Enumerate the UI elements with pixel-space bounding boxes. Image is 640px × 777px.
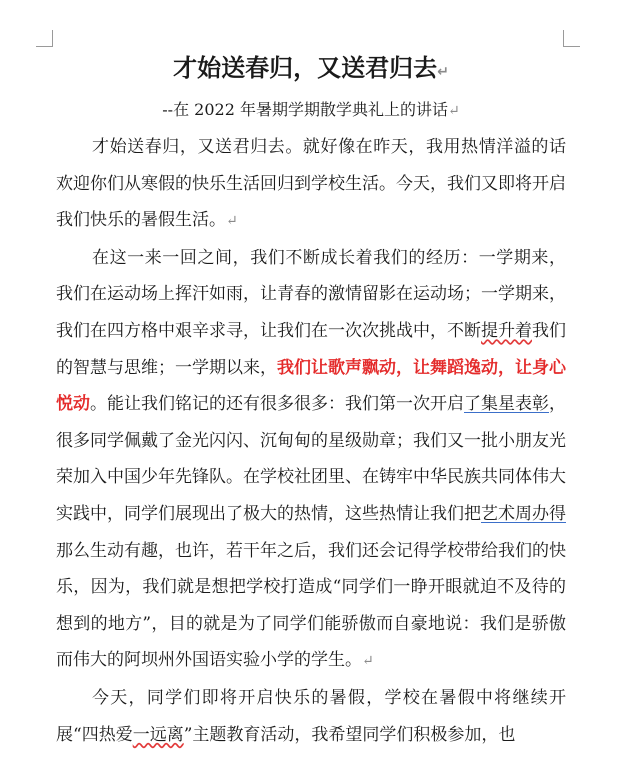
- highlighted-red-text: 我们让歌声飘动，让舞蹈逸动，让身心悦动: [56, 357, 566, 415]
- page-title: [56, 48, 566, 92]
- spelling-flag[interactable]: 提升着: [481, 320, 532, 341]
- paragraph-mark-icon: ↵: [437, 64, 449, 80]
- paragraph-mark-icon: ↵: [447, 103, 460, 119]
- grammar-flag[interactable]: 了集星表彰: [464, 394, 549, 415]
- document-page: [56, 48, 566, 753]
- paragraph-3: [56, 680, 566, 753]
- subtitle-text: --在 2022 年暑期学期散学典礼上的讲话: [162, 100, 448, 119]
- paragraph-2-text: 那么生动有趣，也许，若干年之后，我们还会记得学校带给我们的快乐，因为，我们就是想把学校打造成“同学们一睁开眼就迫不及待的想到的地方”，目的就是为了同学们能骄傲而自豪地说：我们是骄傲而伟大的阿坝州外国语实验小学的学生。: [56, 540, 566, 671]
- grammar-flag[interactable]: 艺术周办得: [481, 503, 566, 524]
- paragraph-mark-icon: ↵: [226, 213, 238, 230]
- paragraph-mark-icon: ↵: [362, 653, 374, 670]
- paragraph-1-text: 才始送春归，又送君归去。就好像在昨天，我用热情洋溢的话欢迎你们从寒假的快乐生活回归到学校生活。今天，我们又即将开启我们快乐的暑假生活。: [56, 137, 566, 231]
- crop-mark-top-right: [563, 30, 580, 47]
- paragraph-2-text: ，很多同学佩戴了金光闪闪、沉甸甸的星级勋章；我们又一批小朋友光荣加入中国少年先锋队。在学校社团里、在铸牢中华民族共同体伟大实践中，同学们展现出了极大的热情，这些热情让我们把: [56, 394, 566, 524]
- paragraph-2-text: 。能让我们铭记的还有很多很多：我们第一次开启: [90, 394, 464, 415]
- crop-mark-top-left: [36, 30, 53, 47]
- paragraph-2: [56, 240, 566, 680]
- spelling-flag[interactable]: 一远离: [132, 724, 184, 745]
- title-text: 才始送春归，又送君归去: [173, 54, 438, 82]
- paragraph-3-text: 今天，同学们即将开启快乐的暑假，学校在暑假中将继续开展“四热爱: [56, 687, 566, 745]
- paragraph-2-text: 我们的智慧与思维；一学期以来，: [56, 320, 566, 378]
- page-subtitle: [56, 92, 566, 129]
- paragraph-2-text: 在这一来一回之间，我们不断成长着我们的经历：一学期来，我们在运动场上挥汗如雨，让青春的激情留影在运动场；一学期来，我们在四方格中艰辛求寻，让我们在一次次挑战中，不断: [56, 247, 566, 341]
- paragraph-1: [56, 129, 566, 240]
- paragraph-3-text: ”主题教育活动，我希望同学们积极参加，也: [183, 724, 516, 745]
